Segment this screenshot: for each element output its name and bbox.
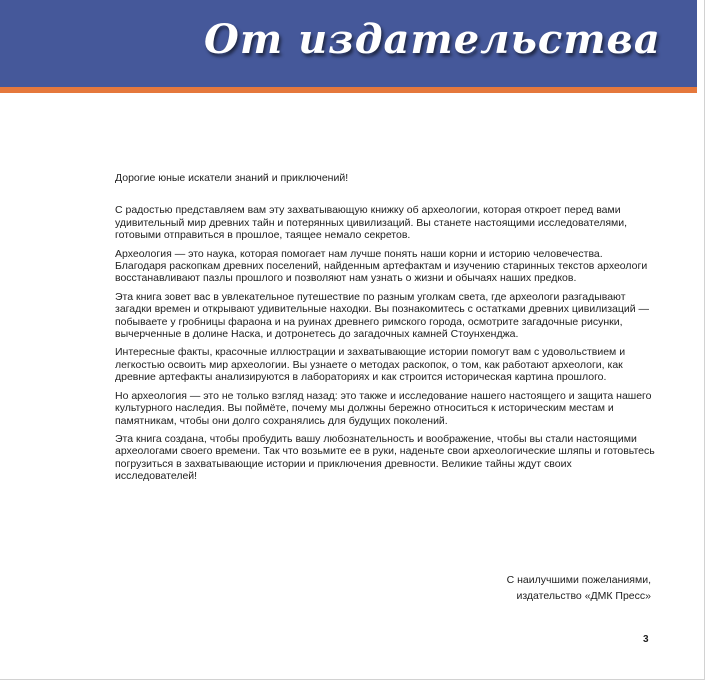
header-banner	[0, 0, 697, 93]
page-number: 3	[643, 634, 649, 645]
paragraph-2: Археология — это наука, которая помогает нам лучше понять наши корни и историю человечества. Благодаря раскопкам древних поселений, найденным артефактам и изучению старинных текстов археологи восстанавливают пазлы прошлого и позволяют нам узнать о жизни и обычаях наших предков.	[115, 247, 648, 285]
paragraph-6: Эта книга создана, чтобы пробудить вашу любознательность и воображение, чтобы вы стали настоящими археологами своего времени. Так что возьмите ее в руки, наденьте свои археологические шляпы и готовьтесь погрузиться в захватывающие истории и приключения древности. Великие тайны ждут своих исследователей!	[115, 432, 655, 483]
page-title: От издательства	[204, 16, 661, 63]
signature-line-2: издательство «ДМК Пресс»	[516, 590, 651, 602]
signature	[507, 572, 651, 604]
paragraph-3: Эта книга зовет вас в увлекательное путешествие по разным уголкам света, где археологи разгадывают загадки времен и открывают удивительные находки. Вы познакомитесь с остатками древних цивилизаций — побываете у гробницы фараона и на руинах древнего римского города, осмотрите загадочные рисунки, вычерченные в долине Наска, и дотронетесь до загадочных камней Стоунхенджа.	[115, 290, 650, 341]
paragraph-5: Но археология — это не только взгляд назад: это также и исследование нашего настоящего и защита нашего культурного наследия. Вы поймёте, почему мы должны бережно относиться к историческим местам и памятникам, чтобы они долго сохранялись для будущих поколений.	[115, 389, 652, 427]
paragraph-4: Интересные факты, красочные иллюстрации и захватывающие истории помогут вам с удовольствием и легкостью освоить мир археологии. Вы узнаете о методах раскопок, о том, как работают археологи, как древние артефакты анализируются в лабораториях и как строится историческая картина прошлого.	[115, 346, 626, 384]
paragraph-1: С радостью представляем вам эту захватывающую книжку об археологии, которая откроет перед вами удивительный мир древних тайн и потерянных цивилизаций. Вы станете настоящими исследователями, готовыми отправиться в прошлое, таящее немало секретов.	[115, 204, 628, 242]
greeting: Дорогие юные искатели знаний и приключений!	[115, 172, 349, 184]
letter-body	[115, 172, 655, 489]
signature-line-1: С наилучшими пожеланиями,	[506, 574, 651, 586]
